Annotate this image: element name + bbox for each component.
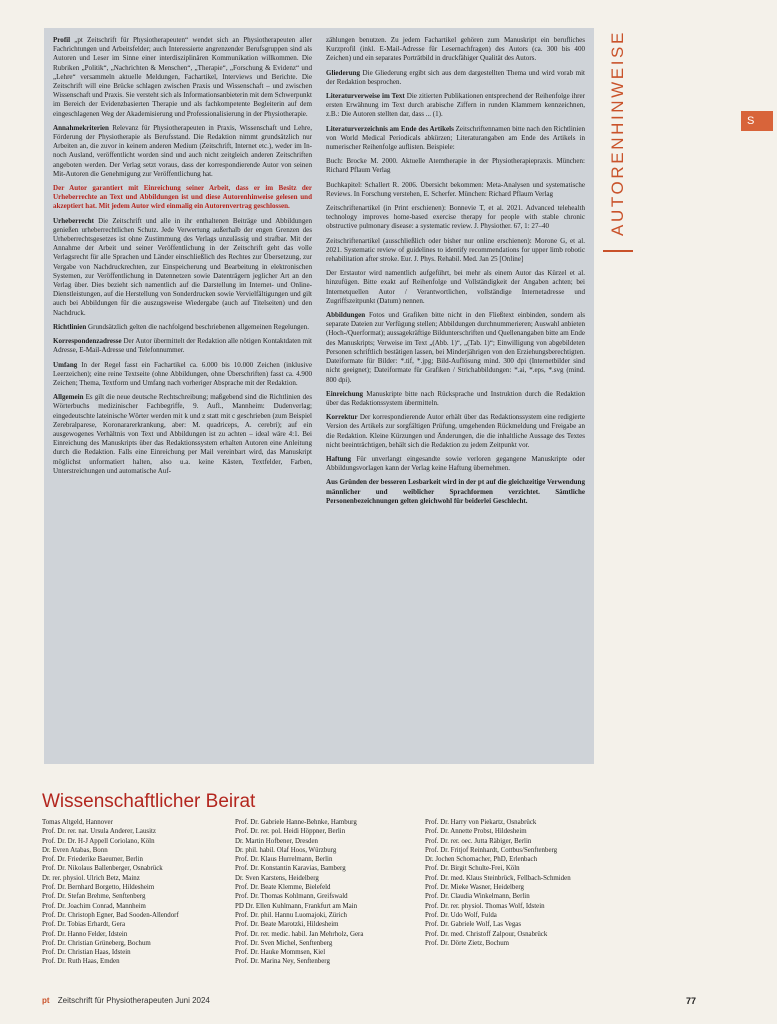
guideline-text: Buchkapitel: Schallert R. 2006. Übersicht bekommen: Meta-Analysen und systematische Reviews. In Forschung verstehen, E. Scherfer. München: Richard Pflaum Verlag xyxy=(326,180,585,198)
section-divider xyxy=(603,250,633,252)
board-member: Dr. rer. physiol. Ulrich Betz, Mainz xyxy=(42,874,140,882)
board-member: Prof. Dr. Udo Wolf, Fulda xyxy=(425,911,497,919)
guideline-heading: Einreichung xyxy=(326,389,364,398)
board-member: Prof. Dr. Marina Ney, Senftenberg xyxy=(235,958,330,966)
guideline-heading: Umfang xyxy=(53,360,78,369)
board-member: Prof. Dr. med. Klaus Steinbrück, Fellbach-Schmiden xyxy=(425,874,571,882)
guideline-heading: Literaturverzeichnis am Ende des Artikels xyxy=(326,124,454,133)
board-member: Prof. Dr. rer. physiol. Thomas Wolf, Idstein xyxy=(425,902,545,910)
board-member: Prof. Dr. Gabriele Hanne-Behnke, Hamburg xyxy=(235,819,357,826)
board-member: Prof. Dr. Mieke Wasner, Heidelberg xyxy=(425,884,524,892)
board-member: Prof. Dr. Joachim Conrad, Mannheim xyxy=(42,902,146,910)
board-member: Prof. Dr. Dr. H-J Appell Coriolano, Köln xyxy=(42,837,155,845)
board-member: Prof. Dr. Sven Michel, Senftenberg xyxy=(235,939,333,947)
board-member: Prof. Dr. phil. Hannu Luomajoki, Zürich xyxy=(235,911,347,919)
guideline-paragraph xyxy=(326,204,585,232)
guideline-paragraph xyxy=(53,36,312,119)
board-member: Prof. Dr. rer. oec. Jutta Räbiger, Berlin xyxy=(425,837,532,845)
guideline-paragraph xyxy=(53,361,312,389)
guideline-paragraph xyxy=(326,478,585,506)
board-member: Prof. Dr. Nikolaus Ballenberger, Osnabrück xyxy=(42,865,163,873)
guideline-heading: Annahmekriterien xyxy=(53,123,109,132)
board-member: Prof. Dr. rer. pol. Heidi Höppner, Berlin xyxy=(235,828,346,836)
board-member: Dr. Jochen Schomacher, PhD, Erlenbach xyxy=(425,856,538,864)
board-member: Prof. Dr. Dörte Zietz, Bochum xyxy=(425,939,510,947)
page-number: 77 xyxy=(686,996,697,1006)
advisory-board-column-2 xyxy=(235,818,425,967)
guideline-paragraph xyxy=(326,125,585,153)
board-member: Dr. Martin Hofbener, Dresden xyxy=(235,837,318,845)
board-member: Prof. Dr. med. Christoff Zalpour, Osnabrück xyxy=(425,930,548,938)
guideline-heading: Korrektur xyxy=(326,413,358,422)
board-member: Prof. Dr. rer. medic. habil. Jan Mehrholz, Gera xyxy=(235,930,364,938)
guideline-paragraph xyxy=(53,337,312,355)
board-member: Prof. Dr. Tobias Erhardt, Gera xyxy=(42,921,126,929)
guideline-paragraph xyxy=(53,323,312,332)
board-member: Prof. Dr. Friederike Baeumer, Berlin xyxy=(42,856,143,864)
guideline-text: Die zitierten Publikationen entsprechend der Reihenfolge ihrer ersten Erwähnung im Text durch arabische Ziffern in runden Klammern kennzeichnen, z.B.: Die Autoren stellten dar, dass ... (1). xyxy=(326,92,585,119)
page-footer xyxy=(42,996,210,1005)
guideline-paragraph xyxy=(326,181,585,199)
guidelines-column-right xyxy=(326,36,585,758)
guideline-paragraph xyxy=(53,393,312,476)
board-member: Prof. Dr. Christoph Egner, Bad Sooden-Allendorf xyxy=(42,911,179,919)
board-member: Prof. Dr. Ruth Haas, Emden xyxy=(42,958,120,966)
guideline-text: Manuskripte bitte nach Rücksprache und Instruktion durch die Redaktion über das Redaktionssystem übermitteln. xyxy=(326,389,585,407)
board-member: Prof. Dr. Beate Klemme, Bielefeld xyxy=(235,884,331,892)
board-member: Prof. Dr. Gabriele Wolf, Las Vegas xyxy=(425,921,522,929)
guideline-heading: Literaturverweise im Text xyxy=(326,92,405,101)
guideline-heading: Profil xyxy=(53,36,71,44)
board-member: Prof. Dr. Thomas Kohlmann, Greifswald xyxy=(235,893,348,901)
guideline-paragraph xyxy=(326,455,585,473)
guideline-paragraph xyxy=(326,311,585,385)
guideline-heading: Haftung xyxy=(326,454,352,463)
board-member: PD Dr. Ellen Kuhlmann, Frankfurt am Main xyxy=(235,902,358,910)
board-member: Prof. Dr. Stefan Brehme, Senftenberg xyxy=(42,893,146,901)
guideline-text: Die Zeitschrift und alle in ihr enthaltenen Beiträge und Abbildungen genießen urheberrechtlichen Schutz. Jede Verwertung außerhalb der engen Grenzen des Urheberrechtsgesetzes ist ohne Zustimmung des Verlags unzulässig und strafbar. Mit der Annahme der Arbeit und seiner Veröffentlichung in der Zeitschrift geht das volle Verlagsrecht für alle Sprachen und Länder einschließlich des Rechtes zur Übersetzung, zur Vergabe von Nachdruckrechten, zur Einspeicherung und Bearbeitung in elektronischen Systemen, zur Veröffentlichung in Datennetzen sowie Datenträgern jeglicher Art an den Verlag über. Dies bezieht sich namentlich auf die Darstellung im Internet- und Online-Dienstleistungen, auf die Herstellung von Sonderdrucken sowie Vervielfältigungen und gilt auch bei Abbildungen für die auszugsweise Wiedergabe (auch auf Titelseiten) und den Nachdruck. xyxy=(53,216,312,317)
guideline-text: Der korrespondierende Autor erhält über das Redaktionssystem eine redigierte Version des Artikels zur sorgfältigen Prüfung, umgehenden Rückmeldung und Freigabe an die Redaktion. Kleine Kürzungen und Änderungen, die die inhaltliche Aussage des Textes nicht beeinträchtigen, behält sich die Redaktion zu jedem Zeitpunkt vor. xyxy=(326,413,585,449)
board-member: Prof. Dr. Hanno Felder, Idstein xyxy=(42,930,128,938)
guideline-paragraph xyxy=(326,390,585,408)
section-title-vertical xyxy=(602,28,634,238)
author-guidelines-box xyxy=(44,28,594,764)
advisory-board-column-3 xyxy=(425,818,615,948)
guideline-text: Zeitschriftennamen bitte nach den Richtlinien von World Medical Periodicals abkürzen; Literaturangaben am Ende des Artikels in numerischer Reihenfolge auflisten. Beispiele: xyxy=(326,124,585,152)
guideline-heading: Abbildungen xyxy=(326,311,366,320)
guideline-text: Grundsätzlich gelten die nachfolgend beschriebenen allgemeinen Regelungen. xyxy=(88,322,309,331)
board-member: Prof. Dr. Annette Probst, Hildesheim xyxy=(425,828,527,836)
guideline-paragraph xyxy=(326,36,585,64)
board-member: Prof. Dr. Klaus Hurrelmann, Berlin xyxy=(235,856,333,864)
footer-journal: Zeitschrift für Physiotherapeuten Juni 2024 xyxy=(57,996,210,1005)
board-member: Dr. Evren Atabas, Bonn xyxy=(42,846,108,854)
board-member: Prof. Dr. Christian Grüneberg, Bochum xyxy=(42,939,151,947)
guideline-text: Buch: Brocke M. 2000. Aktuelle Atemtherapie in der Physiotherapiepraxis. München: Richard Pflaum Verlag xyxy=(326,157,585,175)
guideline-text: Der Autor übermittelt der Redaktion alle nötigen Kontaktdaten mit Adresse, E-Mail-Adresse und Telefonnummer. xyxy=(53,337,312,355)
board-member: Prof. Dr. Bernhard Borgetto, Hildesheim xyxy=(42,884,155,892)
board-member: Prof. Dr. Claudia Winkelmann, Berlin xyxy=(425,893,530,901)
board-member: Prof. Dr. Hauke Mommsen, Kiel xyxy=(235,949,326,957)
board-member: Dr. Sven Karstens, Heidelberg xyxy=(235,874,319,882)
guideline-paragraph xyxy=(326,269,585,306)
guideline-heading: Korrespondenzadresse xyxy=(53,337,122,346)
guideline-text: Zeitschriftenartikel (in Print erschienen): Bonnevie T, et al. 2021. Advanced telehealth technology improves home-based exercise therapy for people with stable chronic obstructive pulmonary disease: a systematic review. J. Physiother. 67, 1: 27–40 xyxy=(326,204,585,231)
guideline-text: Relevanz für Physiotherapeuten in Praxis, Wissenschaft und Lehre, Förderung der Physiotherapie als Berufsstand. Die Redaktion nimmt grundsätzlich nur Arbeiten an, die zuvor in keinem anderen Medium (Zeitschrift, Internet etc.), weder im In- noch Ausland, veröffentlicht worden sind und auch nicht zeitgleich anderen Zeitschriften angeboten werden. Der Verlag setzt voraus, dass der korrespondierende Autor von seinen Mit-Autoren die Genehmigung zur Veröffentlichung hat. xyxy=(53,123,312,178)
board-member: Tomas Altgeld, Hannover xyxy=(42,819,113,826)
guideline-text: In der Regel fasst ein Fachartikel ca. 6.000 bis 10.000 Zeichen (inklusive Leerzeichen); eine reine Textseite (ohne Abbildungen, ohne Überschriften) fasst ca. 4.900 Zeichen; Thema, Textform und Umfang nach vorheriger Absprache mit der Redaktion. xyxy=(53,360,312,387)
board-member: Prof. Dr. rer. nat. Ursula Anderer, Lausitz xyxy=(42,828,156,836)
guidelines-column-left xyxy=(53,36,312,758)
guideline-heading: Gliederung xyxy=(326,68,361,77)
guideline-text: zählungen benutzen. Zu jedem Fachartikel gehören zum Manuskript ein berufliches Kurzprofil (inkl. E-Mail-Adresse für Lesernachfragen) des Autors (ca. 300 bis 400 Zeichen) und ein separates Porträtbild in druckfähiger Qualität des Autors. xyxy=(326,36,585,63)
guideline-text: Zeitschriftenartikel (ausschließlich oder bisher nur online erschienen): Morone G, et al. 2021. Systematic review of guidelines to identify recommendations for upper limb robotic rehabilitation after stroke. Eur. J. Phys. Rehabil. Med. Jan 25 [Online] xyxy=(326,236,585,264)
guideline-paragraph xyxy=(326,413,585,450)
guideline-text: Fotos und Grafiken bitte nicht in den Fließtext einbinden, sondern als separate Dateien zur Verfügung stellen; Abbildungen durchnummerieren; Auswahl anbieten (Hoch-/Querformat); aussagekräftige Bildunterschriften und Quellenangaben bitte am Ende des Manuskripts; Verweise im Text „(Abb. 1)“, „(Tab. 1)“; Einwilligung von abgebildeten Personen schriftlich bestätigen lassen, bei Minderjährigen von den Erziehungsberechtigten. Dateiformate für Bilder: *.tif, *.jpg; Bild-Auflösung mind. 300 dpi (Internetbilder sind nicht geeignet); Dateiformate für Grafiken / Strichabbildungen: *.ai, *.eps, *.svg (mind. 800 dpi). xyxy=(326,311,585,384)
guideline-heading: Urheberrecht xyxy=(53,216,94,225)
advisory-board-title: Wissenschaftlicher Beirat xyxy=(42,791,256,812)
guideline-paragraph xyxy=(53,124,312,179)
board-member: Prof. Dr. Konstantin Karavias, Bamberg xyxy=(235,865,346,873)
guideline-text: Der Erstautor wird namentlich aufgeführt, bei mehr als einem Autor das Kürzel et al. hinzufügen. Bitte exakt auf Reihenfolge und Vollständigkeit der Angaben achten; bei Internetquellen Autor / Verantwortlichen, vollständige Internetadresse und Zugriffszeitpunkt (Datum) nennen. xyxy=(326,269,585,305)
board-member: Prof. Dr. Harry von Piekartz, Osnabrück xyxy=(425,819,537,826)
guideline-heading: Richtlinien xyxy=(53,322,87,331)
guideline-paragraph xyxy=(326,237,585,265)
board-member: Prof. Dr. Birgit Schulte-Frei, Köln xyxy=(425,865,520,873)
guideline-paragraph xyxy=(53,184,312,212)
guideline-text: Aus Gründen der besseren Lesbarkeit wird in der pt auf die gleichzeitige Verwendung männlicher und weiblicher Sprachformen verzichtet. Sämtliche Personenbezeichnungen gelten gleichwohl für beiderlei Geschlecht. xyxy=(326,478,585,505)
board-member: Dr. phil. habil. Olaf Hoos, Würzburg xyxy=(235,846,337,854)
guideline-text: Es gilt die neue deutsche Rechtschreibung; maßgebend sind die Richtlinien des Wörterbuchs medizinischer Fachbegriffe, 9. Aufl., Mannheim: Dudenverlag; eingedeutschte lateinische Wörter werden mit k und z statt mit c geschrieben (zum Beispiel Zerebralparese, Koronararerkrankung, aber: M. quadriceps, A. cerebri); auf ein ausgewogenes Verhältnis von Text und Abbildungen ist zu achten – ideal wäre 4:1. Bei Einreichung des Manuskripts über das Redaktionssystem erhalten Autoren eine Anleitung durch die Redaktion. Falls eine Einreichung per Mail vereinbart wird, das Manuskript möglichst unformatiert halten, also u.a. keine Kästen, Textfelder, Farben, Unterstreichungen und automatische Auf- xyxy=(53,393,312,475)
footer-logo: pt xyxy=(42,996,50,1005)
guideline-paragraph xyxy=(326,92,585,120)
section-title-text: AUTORENHINWEISE xyxy=(608,30,627,236)
guideline-paragraph xyxy=(326,157,585,175)
guideline-text: „pt Zeitschrift für Physiotherapeuten“ wendet sich an Physiotherapeuten aller Fachrichtungen und Arbeitsfelder; auch Interessierte angrenzender Berufsgruppen sind als Autoren und Leser im Sinne einer interdisziplinären Kommunikation willkommen. Die Rubriken „Politik“, „Nachrichten & Menschen“, „Therapie“, „Forschung & Evidenz“ und „Lehre“ versammeln aktuelle Meldungen, Fachartikel, Interviews und Berichte. Die Zeitschrift will eine Brücke schlagen zwischen Praxis und Wissenschaft – und zwischen Wissenschaft und Praxis. Sie versteht sich als Informationsanbieterin mit dem Schwerpunkt im Bereich der Evidenzbasierten Therapie und als fachkompetente Begleiterin auf dem eingeschlagenen Weg der Akademisierung und Professionalisierung in der Physiotherapie. xyxy=(53,36,312,118)
board-member: Prof. Dr. Christian Haas, Idstein xyxy=(42,949,131,957)
guideline-heading: Allgemein xyxy=(53,393,84,402)
section-tab: S xyxy=(741,111,773,131)
board-member: Prof. Dr. Fritjof Reinhardt, Cottbus/Senftenberg xyxy=(425,846,558,854)
guideline-text: Die Gliederung ergibt sich aus dem dargestellten Thema und wird vorab mit der Redaktion besprochen. xyxy=(326,68,585,86)
advisory-board-column-1 xyxy=(42,818,232,967)
guideline-paragraph xyxy=(53,217,312,318)
guideline-text: Für unverlangt eingesandte sowie verloren gegangene Manuskripte oder Abbildungsvorlagen kann der Verlag keine Haftung übernehmen. xyxy=(326,454,585,473)
guideline-paragraph xyxy=(326,69,585,87)
board-member: Prof. Dr. Beate Marotzki, Hildesheim xyxy=(235,921,339,929)
guideline-text: Der Autor garantiert mit Einreichung seiner Arbeit, dass er im Besitz der Urheberrechte an Text und Abbildungen ist und diese Autorenhinweise gelesen und akzeptiert hat. Mit jedem Autor wird einmalig ein Autorenvertrag geschlossen. xyxy=(53,184,312,211)
